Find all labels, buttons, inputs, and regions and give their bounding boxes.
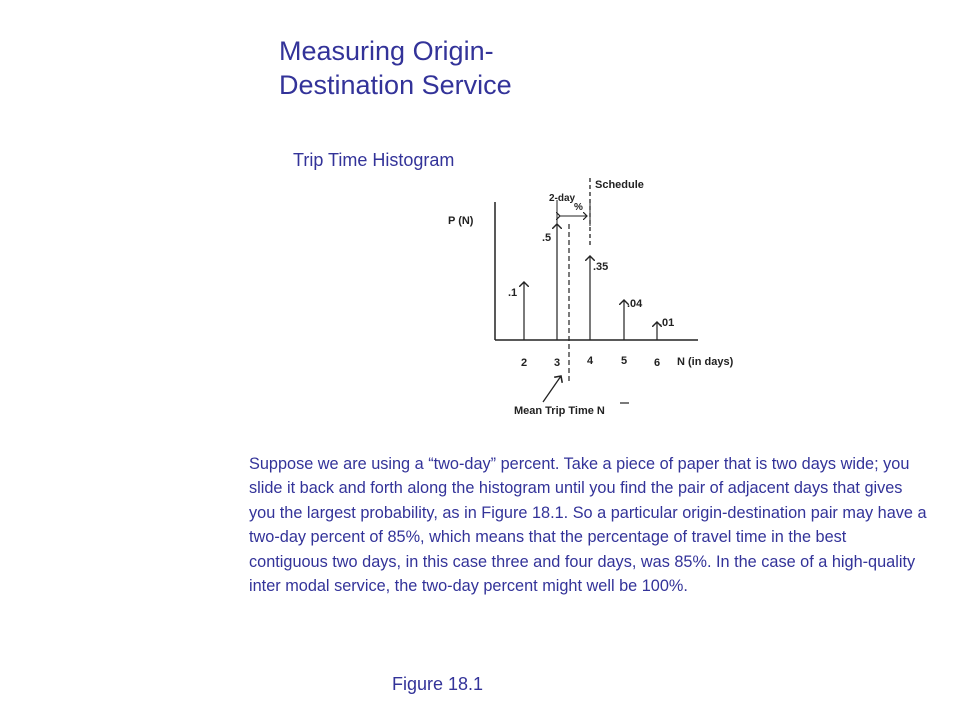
prob-label-day-2: .1 [508,287,518,299]
x-axis-label: N (in days) [677,356,734,368]
mean-trip-time-label: Mean Trip Time N [514,405,605,417]
mean-pointer-arrow [543,376,561,402]
figure-caption: Figure 18.1 [392,674,484,694]
y-axis-label: P (N) [448,215,474,227]
two-day-label: 2-day [549,193,576,204]
explanation-paragraph: Suppose we are using a “two-day” percent. Take a piece of paper that is two days wide; you slide it back and forth along the histogram until you find the pair of adjacent days that gives you the largest probability, as in Figure 18.1. So a particular origin-destination pair may have a two-day percent of 85%, which means that the percentage of travel time in the best contiguous two days, in this case three and four days, was 85%. In the case of a high-quality inter modal service, the two-day percent might well be 100%. [249,455,927,596]
title-line-2: Destination Service [279,70,512,100]
prob-label-day-4: .35 [593,261,609,273]
trip-time-histogram-figure [440,170,770,425]
day-tick-4: 4 [587,355,594,367]
prob-label-day-5: .04 [627,298,643,310]
schedule-label: Schedule [595,179,644,191]
prob-label-day-6: .01 [659,317,675,329]
day-tick-5: 5 [621,355,628,367]
slide-title [279,34,512,102]
histogram-svg [440,170,770,425]
two-day-percent-label: % [574,202,583,213]
prob-label-day-3: .5 [542,232,552,244]
day-tick-3: 3 [554,357,561,369]
day-tick-6: 6 [654,357,661,369]
title-line-1: Measuring Origin- [279,36,494,66]
day-tick-2: 2 [521,357,528,369]
histogram-subtitle: Trip Time Histogram [293,150,455,170]
